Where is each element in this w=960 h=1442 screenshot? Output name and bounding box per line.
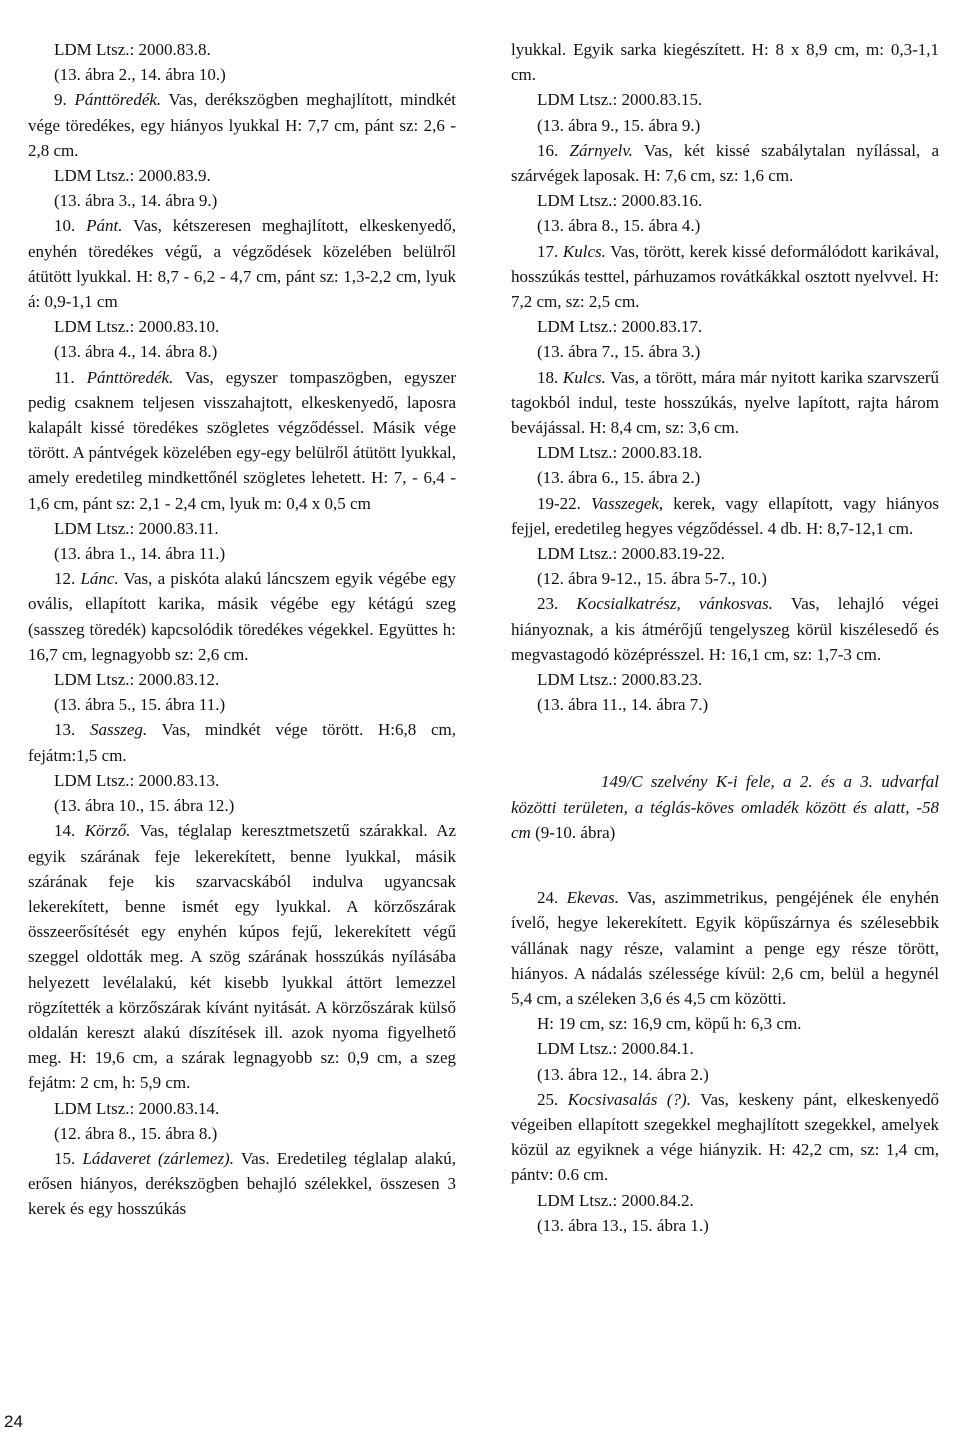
entry-number: 9. <box>54 90 75 110</box>
inventory-number: LDM Ltsz.: 2000.84.1. <box>537 1039 694 1059</box>
entry-description: Vas, mindkét vége törött. H:6,8 cm, fejátm:1,5 cm. <box>28 720 457 765</box>
entry-description: Vas, törött, kerek kissé deformálódott karikával, hosszúkás testtel, párhuzamos rovátkákkal osztott nyelvvel. H: 7,2 cm, sz: 2,5 cm. <box>511 241 939 312</box>
figure-reference: (13. ábra 8., 15. ábra 4.) <box>537 216 701 236</box>
inventory-number: LDM Ltsz.: 2000.83.9. <box>54 166 211 186</box>
catalog-entry <box>511 365 939 441</box>
entry-description: Vas, két kissé szabálytalan nyílással, a szárvégek laposak. H: 7,6 cm, sz: 1,6 cm. <box>511 140 939 186</box>
figure-reference: H: 19 cm, sz: 16,9 cm, köpű h: 6,3 cm. <box>537 1014 802 1034</box>
entry-description: Vas, lehajló végei hiányoznak, a kis átmérőjű tengelyszeg körül kiszélesedő és megvastagodó középrésszel. H: 16,1 cm, sz: 1,7-3 cm. <box>511 594 939 664</box>
entry-title: Ládaveret (zárlemez). <box>82 1148 234 1168</box>
catalog-entry <box>511 239 939 315</box>
inventory-number: LDM Ltsz.: 2000.83.8. <box>54 40 211 59</box>
inventory-number: LDM Ltsz.: 2000.83.16. <box>537 191 703 211</box>
figure-reference: (13. ábra 10., 15. ábra 12.) <box>54 796 235 816</box>
entry-number: 12. <box>54 569 81 589</box>
entry-title: Kulcs. <box>562 241 606 261</box>
entry-title: Pánttöredék. <box>86 367 174 387</box>
catalog-entry <box>28 818 456 1095</box>
inventory-number: LDM Ltsz.: 2000.83.15. <box>537 90 703 110</box>
entry-number: 14. <box>54 821 85 841</box>
continuation-text: lyukkal. Egyik sarka kiegészített. H: 8 x 8,9 cm, m: 0,3-1,1 cm. <box>511 40 939 85</box>
entry-description: Vas, kétszeresen meghajlított, elkeskenyedő, enyhén töredékes végű, a végződések közelében belülről átütött lyukkal. H: 8,7 - 6,2 - 4,7 cm, pánt sz: 1,3-2,2 cm, lyuk á: 0,9-1,1 cm <box>28 216 456 312</box>
catalog-entry <box>511 885 939 1011</box>
figure-reference: (13. ábra 5., 15. ábra 11.) <box>54 695 226 715</box>
entry-description: Vas. Eredetileg téglalap alakú, erősen hiányos, derékszögben behajló szélekkel, összesen 3 kerek és egy hosszúkás <box>28 1148 456 1219</box>
entry-description: Vas, aszimmetrikus, pengéjének éle enyhén ívelő, hegye lekerekített. Egyik köpűszárnya és szélesebbik vállának nagy része, valamint a penge egy része törött, hiányos. A nádalás szélessége kívül: 2,6 cm, belül a hegynél 5,4 cm, a széleken 3,6 és 4,5 cm közötti. <box>511 888 939 1008</box>
inventory-number: LDM Ltsz.: 2000.83.17. <box>537 317 703 337</box>
entry-title: Pánttöredék. <box>74 90 162 110</box>
catalog-entry <box>28 365 456 516</box>
entry-description: Vas, keskeny pánt, elkeskenyedő végeiben ellapított szegekkel meghajlított szegekkel, amelyek közül az egyiknek a vége hiányzik. H: 42,2 cm, sz: 1,4 cm, pántv: 0.6 cm. <box>511 1089 939 1185</box>
entry-number: 18. <box>537 367 563 387</box>
catalog-entry <box>511 491 939 541</box>
inventory-number: LDM Ltsz.: 2000.83.11. <box>54 518 219 538</box>
section-heading <box>511 769 939 845</box>
entry-title: Ekevas. <box>566 888 619 908</box>
page-number: 24 <box>4 1412 23 1431</box>
figure-reference: (13. ábra 7., 15. ábra 3.) <box>537 342 701 362</box>
entry-description: (9-10. ábra) <box>530 822 616 842</box>
figure-reference: (13. ábra 6., 15. ábra 2.) <box>537 468 701 488</box>
figure-reference: (13. ábra 2., 14. ábra 10.) <box>54 65 226 85</box>
catalog-entry <box>511 1087 939 1188</box>
section-spacer <box>511 845 939 885</box>
catalog-entry <box>28 213 456 314</box>
entry-description: kerek, vagy ellapított, vagy hiányos fejjel, eredetileg hegyes végződéssel. 4 db. H: 8,7-12,1 cm. <box>511 493 939 538</box>
entry-title: Zárnyelv. <box>569 140 633 160</box>
entry-number: 13. <box>54 720 90 740</box>
inventory-number: LDM Ltsz.: 2000.83.19-22. <box>537 544 725 564</box>
catalog-entry <box>28 87 456 163</box>
inventory-number: LDM Ltsz.: 2000.84.2. <box>537 1190 694 1210</box>
catalog-entry <box>511 138 939 188</box>
entry-title: Körző. <box>84 821 131 841</box>
entry-number: 23. <box>537 594 577 614</box>
entry-number: 19-22. <box>537 493 591 513</box>
entry-number: 15. <box>54 1148 83 1168</box>
left-text-column <box>28 37 456 1222</box>
entry-number: 11. <box>54 367 87 387</box>
entry-number: 10. <box>54 216 87 236</box>
figure-reference: (13. ábra 11., 14. ábra 7.) <box>537 695 709 715</box>
section-spacer <box>511 717 939 769</box>
figure-reference: (13. ábra 1., 14. ábra 11.) <box>54 544 226 564</box>
figure-reference: (12. ábra 9-12., 15. ábra 5-7., 10.) <box>537 569 767 589</box>
entry-description: Vas, a piskóta alakú láncszem egyik végébe egy ovális, ellapított karika, másik végébe egy kétágú szeg (sasszeg töredék) kapcsolódik töredékes végekkel. Együttes h: 16,7 cm, legnagyobb sz: 2,6 cm. <box>28 569 456 664</box>
entry-title: Lánc. <box>80 569 119 589</box>
figure-reference: (13. ábra 13., 15. ábra 1.) <box>537 1215 709 1235</box>
inventory-number: LDM Ltsz.: 2000.83.12. <box>54 670 220 690</box>
inventory-number: LDM Ltsz.: 2000.83.14. <box>54 1098 220 1118</box>
right-text-column <box>511 37 939 1238</box>
entry-title: Kulcs. <box>562 367 606 387</box>
catalog-entry <box>511 591 939 667</box>
entry-description: Vas, a törött, mára már nyitott karika szarvszerű tagokból indul, teste hosszúkás, nyelve lapított, rajta három bevájással. H: 8,4 cm, sz: 3,6 cm. <box>511 367 939 438</box>
inventory-number: LDM Ltsz.: 2000.83.23. <box>537 670 703 690</box>
heading-title: 149/C szelvény K-i fele, a 2. és a 3. udvarfal közötti területen, a téglás-köves omladék között és alatt, -58 cm <box>511 772 939 842</box>
entry-description: Vas, téglalap keresztmetszetű szárakkal. Az egyik szárának feje lekerekített, benne lyukkal, másik szárának feje kis szarvacskából indulva ugyancsak lekerekített, benne ismét egy lyukkal. A körzőszárak összeerősítését egy enyhén kúpos fejű, lekerekített végű szeggel oldották meg. A szög szárának hosszúkás nyílásába helyezett levélalakú, két kisebb lyukkal áttört lemezzel rögzítették a körzőszárak kívánt nyitását. A körzőszárak külső oldalán kereszt alakú díszítések ill. azok nyoma figyelhető meg. H: 19,6 cm, a szárak legnagyobb sz: 0,9 cm, a szeg fejátm: 2 cm, h: 5,9 cm. <box>28 821 457 1093</box>
figure-reference: (13. ábra 9., 15. ábra 9.) <box>537 115 701 135</box>
entry-number: 16. <box>537 140 570 160</box>
entry-description: Vas, egyszer tompaszögben, egyszer pedig csaknem teljesen visszahajtott, elkeskenyedő, laposra kalapált kissé töredékes szögletes végződéssel. Másik vége törött. A pántvégek közelében egy-egy belülről átütött lyukkal, amely eredetileg mindkettőnél szögletes lehetett. H: 7, - 6,4 - 1,6 cm, pánt sz: 2,1 - 2,4 cm, lyuk m: 0,4 x 0,5 cm <box>28 367 456 513</box>
inventory-number: LDM Ltsz.: 2000.83.10. <box>54 317 220 337</box>
figure-reference: (13. ábra 4., 14. ábra 8.) <box>54 342 218 362</box>
entry-title: Pánt. <box>86 216 123 236</box>
figure-reference: (13. ábra 3., 14. ábra 9.) <box>54 191 218 211</box>
figure-reference: (13. ábra 12., 14. ábra 2.) <box>537 1064 709 1084</box>
entry-number: 25. <box>537 1089 568 1109</box>
catalog-entry <box>28 717 456 767</box>
entry-title: Sasszeg. <box>89 720 148 740</box>
entry-number: 17. <box>537 241 563 261</box>
figure-reference: (12. ábra 8., 15. ábra 8.) <box>54 1123 218 1143</box>
entry-title: Kocsialkatrész, vánkosvas. <box>576 594 774 614</box>
entry-title: Kocsivasalás (?). <box>567 1089 691 1109</box>
entry-title: Vasszegek, <box>590 493 664 513</box>
inventory-number: LDM Ltsz.: 2000.83.13. <box>54 770 220 790</box>
catalog-entry <box>28 1146 456 1222</box>
entry-number: 24. <box>537 888 567 908</box>
catalog-entry <box>28 566 456 667</box>
entry-description: Vas, derékszögben meghajlított, mindkét vége töredékes, egy hiányos lyukkal H: 7,7 cm, pánt sz: 2,6 - 2,8 cm. <box>28 90 457 160</box>
inventory-number: LDM Ltsz.: 2000.83.18. <box>537 443 703 463</box>
